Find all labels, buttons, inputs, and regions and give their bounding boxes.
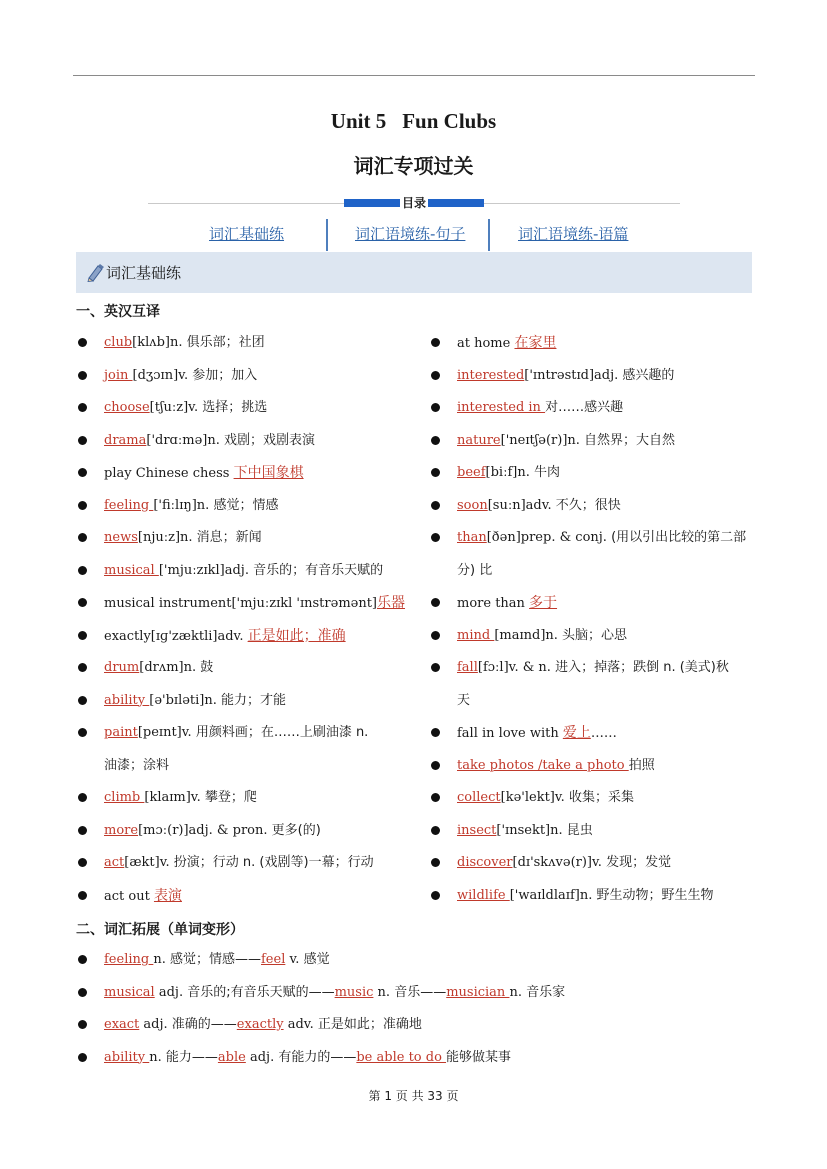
bullet <box>78 338 87 347</box>
meaning: 扮演；行动 n. (戏剧等)一幕；行动 <box>173 855 374 870</box>
part-of-speech: adj. <box>139 1017 172 1032</box>
vocab-item <box>457 620 627 652</box>
bullet <box>78 1020 87 1029</box>
phonetic: [njuːz]n. <box>137 530 197 545</box>
word-form-item <box>104 944 330 976</box>
vocab-item <box>457 717 617 750</box>
phrase-tail: …… <box>590 726 617 741</box>
part2-heading: 二、词汇拓展（单词变形） <box>76 922 244 938</box>
meaning: 音乐家 <box>526 984 566 1000</box>
phonetic: [ə'bɪləti]n. <box>149 692 222 708</box>
phrase: exactly[ɪɡ'zæktli]adv. <box>104 628 248 644</box>
answer-word: than <box>457 530 487 545</box>
toc-link-passage[interactable]: 词汇语境练-语篇 <box>518 225 629 243</box>
bullet <box>431 533 440 542</box>
meaning: (用以引出比较的第二部 <box>611 530 747 545</box>
meaning: 戏剧；戏剧表演 <box>224 432 316 448</box>
meaning: 牛肉 <box>533 465 560 480</box>
toc-bar-left <box>344 199 400 207</box>
meaning: 感觉；情感—— <box>169 952 261 967</box>
vocab-item <box>104 620 346 653</box>
vocab-item <box>104 587 405 620</box>
part-of-speech: n. <box>153 952 170 967</box>
answer-word: interested <box>457 367 525 383</box>
answer-word: insect <box>457 822 497 838</box>
phrase: play Chinese chess <box>104 466 234 481</box>
part-of-speech: v. <box>285 952 304 967</box>
answer-word: be able to do <box>356 1049 447 1065</box>
meaning: 俱乐部；社团 <box>186 335 265 350</box>
meaning: 能力；才能 <box>221 692 287 708</box>
vocab-item <box>457 327 556 360</box>
bullet <box>431 631 440 640</box>
part-of-speech: n. <box>149 1049 166 1065</box>
answer-word: club <box>104 335 133 350</box>
bullet <box>78 403 87 412</box>
vocab-item <box>457 392 623 424</box>
toc-separator <box>488 219 490 251</box>
bullet <box>431 826 440 835</box>
page-subtitle: 词汇专项过关 <box>353 154 474 178</box>
answer-word: able <box>217 1049 246 1065</box>
meaning: 对……感兴趣 <box>545 400 624 415</box>
phonetic: ['ɪnsekt]n. <box>496 822 567 838</box>
bullet <box>78 891 87 900</box>
bullet <box>78 826 87 835</box>
bullet <box>431 858 440 867</box>
bullet <box>78 793 87 802</box>
answer-word: join <box>104 367 133 383</box>
phonetic: [klaɪm]v. <box>144 790 205 805</box>
bullet <box>431 436 440 445</box>
answer-word: drama <box>104 432 147 448</box>
meaning: 有能力的—— <box>278 1049 357 1065</box>
answer-word: mind <box>457 627 495 643</box>
bullet <box>78 631 87 640</box>
meaning: 选择；挑选 <box>202 400 268 415</box>
bullet <box>78 858 87 867</box>
section-title: 词汇基础练 <box>106 264 182 282</box>
meaning: 野生动物；野生生物 <box>596 887 714 903</box>
answer-meaning: 在家里 <box>514 335 557 351</box>
vocab-item <box>457 750 655 782</box>
phonetic: [biːf]n. <box>485 465 534 480</box>
phonetic: [maɪnd]n. <box>494 627 563 643</box>
bullet <box>78 728 87 737</box>
meaning-continued: 油漆；涂料 <box>104 757 170 773</box>
phrase: at home <box>457 336 515 351</box>
bullet <box>78 436 87 445</box>
vocab-item <box>457 782 634 814</box>
vocab-item <box>104 425 315 457</box>
part-of-speech: n. <box>373 984 395 1000</box>
meaning: 自然界；大自然 <box>584 432 676 448</box>
meaning: 收集；采集 <box>568 790 634 805</box>
phonetic: [suːn]adv. <box>487 497 556 513</box>
answer-word: ability <box>104 692 150 708</box>
answer-word: act <box>104 855 125 870</box>
phonetic: ['drɑːmə]n. <box>146 432 224 448</box>
phonetic: [fɔːl]v. & n. <box>477 660 556 675</box>
word-form-item <box>104 1042 511 1074</box>
answer-meaning: 下中国象棋 <box>233 465 304 481</box>
meaning: 音乐—— <box>394 984 447 1000</box>
bullet <box>78 988 87 997</box>
meaning-continued: 天 <box>457 692 471 708</box>
phonetic: ['waɪldlaɪf]n. <box>509 887 597 903</box>
meaning: 能力—— <box>165 1049 218 1065</box>
answer-word: more <box>104 822 139 838</box>
bullet <box>431 338 440 347</box>
phonetic: ['neɪtʃə(r)]n. <box>500 432 585 448</box>
meaning: 头脑；心思 <box>562 627 628 643</box>
meaning: 昆虫 <box>566 822 593 838</box>
answer-word: feeling <box>104 952 154 967</box>
phonetic: [ækt]v. <box>124 855 174 870</box>
phonetic: ['fiːlɪŋ]n. <box>153 497 214 513</box>
vocab-item <box>104 685 286 717</box>
meaning: 用颜料画；在……上刷油漆 n. <box>195 725 369 740</box>
vocab-item <box>104 880 182 913</box>
bullet <box>78 468 87 477</box>
part-of-speech: adj. <box>245 1049 279 1065</box>
answer-word: collect <box>457 790 501 805</box>
answer-word: climb <box>104 790 145 805</box>
bullet <box>78 598 87 607</box>
part-of-speech: adj. <box>154 984 188 1000</box>
bullet <box>431 761 440 770</box>
toc-link-sentence[interactable]: 词汇语境练-句子 <box>355 225 466 243</box>
bullet <box>431 891 440 900</box>
vocab-item <box>457 815 593 847</box>
phonetic: ['mjuːzɪkl]adj. <box>158 562 254 578</box>
phonetic: [tʃuːz]v. <box>149 400 203 415</box>
answer-meaning: 表演 <box>153 887 182 904</box>
vocab-item <box>457 457 560 489</box>
phrase: act out <box>104 888 154 904</box>
phonetic: [peɪnt]v. <box>137 725 196 740</box>
phonetic: [dɪ'skʌvə(r)]v. <box>512 855 607 870</box>
bullet <box>431 371 440 380</box>
answer-word: fall <box>457 660 478 675</box>
answer-meaning: 多于 <box>529 595 558 611</box>
unit-title: Unit 5 Fun Clubs <box>330 109 497 133</box>
vocab-item <box>457 847 671 879</box>
meaning: 感兴趣的 <box>622 367 675 383</box>
meaning: 能够做某事 <box>446 1049 512 1065</box>
bullet <box>78 501 87 510</box>
answer-meaning: 正是如此；准确 <box>247 627 346 644</box>
answer-word: paint <box>104 725 138 740</box>
part-of-speech: n. <box>509 984 527 1000</box>
vocab-item <box>104 652 213 684</box>
meaning: 正是如此；准确地 <box>317 1017 422 1032</box>
phonetic: [klʌb]n. <box>132 335 187 350</box>
answer-word: choose <box>104 400 150 415</box>
word-form-item <box>104 1009 422 1041</box>
toc-bar-right <box>428 199 484 207</box>
answer-word: drum <box>104 660 140 675</box>
meaning: 鼓 <box>200 660 214 675</box>
vocab-item <box>457 652 729 684</box>
toc-link-basic[interactable]: 词汇基础练 <box>209 225 285 243</box>
bullet <box>78 371 87 380</box>
answer-word: beef <box>457 465 486 480</box>
meaning: 感觉；情感 <box>213 497 279 513</box>
answer-word: feeling <box>104 497 154 513</box>
answer-word: take photos /take a photo <box>457 757 629 773</box>
answer-word: musical <box>104 984 155 1000</box>
pencil-icon <box>86 262 104 282</box>
meaning-continued: 分) 比 <box>457 562 493 578</box>
phonetic: [dʒɔɪn]v. <box>132 367 193 383</box>
bullet <box>78 533 87 542</box>
bullet <box>431 403 440 412</box>
bullet <box>78 663 87 672</box>
meaning: 发现；发觉 <box>606 855 672 870</box>
vocab-item <box>104 815 321 847</box>
word-form-item <box>104 977 565 1009</box>
answer-word: musical <box>104 562 159 578</box>
phrase: more than <box>457 596 530 611</box>
meaning: 消息；新闻 <box>196 530 262 545</box>
answer-word: news <box>104 530 138 545</box>
answer-word: interested in <box>457 400 546 415</box>
bullet <box>78 955 87 964</box>
answer-word: exactly <box>236 1017 284 1032</box>
part1-heading: 一、英汉互译 <box>76 304 160 320</box>
meaning: 参加；加入 <box>192 367 258 383</box>
vocab-item <box>104 847 374 879</box>
vocab-item <box>457 425 675 457</box>
bullet <box>431 793 440 802</box>
answer-word: nature <box>457 432 501 448</box>
page-footer: 第 1 页 共 33 页 <box>368 1089 459 1103</box>
bullet <box>78 1053 87 1062</box>
phrase: musical instrument['mjuːzɪkl 'ɪnstrəmənt] <box>104 596 378 611</box>
bullet <box>431 598 440 607</box>
part-of-speech: adv. <box>283 1017 318 1032</box>
toc-label: 目录 <box>401 196 426 210</box>
vocab-item <box>104 555 383 587</box>
answer-meaning: 乐器 <box>377 595 406 611</box>
answer-word: ability <box>104 1049 150 1065</box>
vocab-item <box>457 360 674 392</box>
vocab-item <box>457 587 557 620</box>
vocab-item <box>457 880 713 912</box>
vocab-item <box>104 360 257 392</box>
header-rule <box>73 75 755 76</box>
phonetic: [kə'lekt]v. <box>500 790 569 805</box>
meaning: 音乐的;有音乐天赋的—— <box>187 984 335 1000</box>
bullet <box>431 468 440 477</box>
answer-word: wildlife <box>457 887 510 903</box>
bullet <box>78 566 87 575</box>
answer-word: exact <box>104 1017 140 1032</box>
meaning: 不久；很快 <box>555 497 621 513</box>
meaning: 感觉 <box>303 952 330 967</box>
bullet <box>78 696 87 705</box>
phonetic: [ðən]prep. & conj. <box>486 530 612 545</box>
answer-meaning: 爱上 <box>562 725 591 741</box>
phonetic: [drʌm]n. <box>139 660 201 675</box>
phrase: fall in love with <box>457 726 563 741</box>
answer-word: soon <box>457 497 488 513</box>
vocab-item <box>104 457 304 490</box>
toc-separator <box>326 219 328 251</box>
vocab-item <box>457 522 746 554</box>
bullet <box>431 728 440 737</box>
vocab-item <box>104 490 278 522</box>
bullet <box>431 501 440 510</box>
answer-word: musician <box>446 984 510 1000</box>
vocab-item <box>104 717 368 749</box>
meaning: 拍照 <box>628 757 655 773</box>
vocab-item <box>104 522 262 554</box>
vocab-item <box>457 490 621 522</box>
meaning: 准确的—— <box>171 1017 237 1032</box>
answer-word: music <box>334 984 374 1000</box>
answer-word: feel <box>261 952 286 967</box>
answer-word: discover <box>457 855 513 870</box>
vocab-item <box>104 782 257 814</box>
bullet <box>431 663 440 672</box>
meaning: 进入；掉落；跌倒 n. (美式)秋 <box>555 660 729 675</box>
phonetic: ['ɪntrəstɪd]adj. <box>524 367 623 383</box>
meaning: 音乐的；有音乐天赋的 <box>253 562 384 578</box>
phonetic: [mɔː(r)]adj. & pron. <box>138 822 272 838</box>
meaning: 更多(的) <box>271 822 321 838</box>
vocab-item <box>104 392 267 424</box>
vocab-item <box>104 327 265 359</box>
meaning: 攀登；爬 <box>204 790 257 805</box>
